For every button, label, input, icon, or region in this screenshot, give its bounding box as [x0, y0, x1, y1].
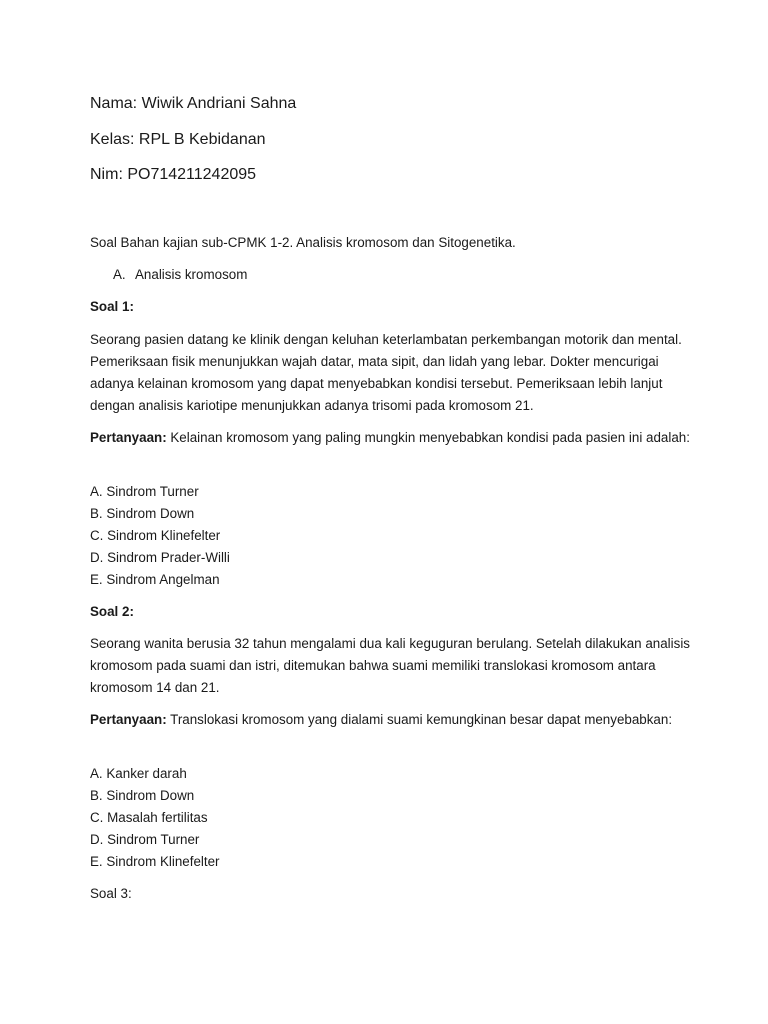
section-a-title: Analisis kromosom	[135, 267, 248, 282]
soal2-question-text: Translokasi kromosom yang dialami suami kemungkinan besar dapat menyebabkan:	[166, 712, 673, 727]
section-a-heading	[113, 265, 247, 285]
soal2-options	[90, 763, 220, 873]
soal1-option-a: A. Sindrom Turner	[90, 484, 199, 499]
section-a-marker: A.	[113, 267, 126, 282]
student-class: Kelas: RPL B Kebidanan	[90, 131, 266, 148]
student-nim: Nim: PO714211242095	[90, 166, 257, 183]
soal1-option-b: B. Sindrom Down	[90, 506, 195, 521]
soal1-question	[90, 427, 690, 449]
soal2-option-b: B. Sindrom Down	[90, 788, 195, 803]
soal3-heading: Soal 3:	[90, 886, 132, 901]
soal2-question-label: Pertanyaan:	[90, 712, 167, 727]
soal1-option-d: D. Sindrom Prader-Willi	[90, 550, 230, 565]
soal2-heading: Soal 2:	[90, 604, 134, 619]
soal2-option-e: E. Sindrom Klinefelter	[90, 854, 220, 869]
soal2-option-a: A. Kanker darah	[90, 766, 187, 781]
soal1-question-text: Kelainan kromosom yang paling mungkin menyebabkan kondisi pada pasien ini adalah:	[166, 430, 690, 445]
soal2-option-d: D. Sindrom Turner	[90, 832, 200, 847]
soal1-text: Seorang pasien datang ke klinik dengan keluhan keterlambatan perkembangan motorik dan mental. Pemeriksaan fisik menunjukkan wajah datar, mata sipit, dan lidah yang lebar. Dokter mencurigai adanya kelainan kromosom yang dapat menyebabkan kondisi tersebut. Pemeriksaan lebih lanjut dengan analisis kariotipe menunjukkan adanya trisomi pada kromosom 21.	[90, 332, 682, 413]
soal1-options	[90, 481, 230, 591]
soal1-question-label: Pertanyaan:	[90, 430, 167, 445]
soal1-option-c: C. Sindrom Klinefelter	[90, 528, 221, 543]
soal2-question	[90, 709, 690, 731]
soal2-text: Seorang wanita berusia 32 tahun mengalami dua kali keguguran berulang. Setelah dilakukan analisis kromosom pada suami dan istri, ditemukan bahwa suami memiliki translokasi kromosom antara kromosom 14 dan 21.	[90, 636, 691, 695]
soal1-option-e: E. Sindrom Angelman	[90, 572, 220, 587]
student-name: Nama: Wiwik Andriani Sahna	[90, 95, 297, 112]
intro-text: Soal Bahan kajian sub-CPMK 1-2. Analisis kromosom dan Sitogenetika.	[90, 235, 516, 250]
soal2-option-c: C. Masalah fertilitas	[90, 810, 208, 825]
soal1-heading: Soal 1:	[90, 299, 134, 314]
